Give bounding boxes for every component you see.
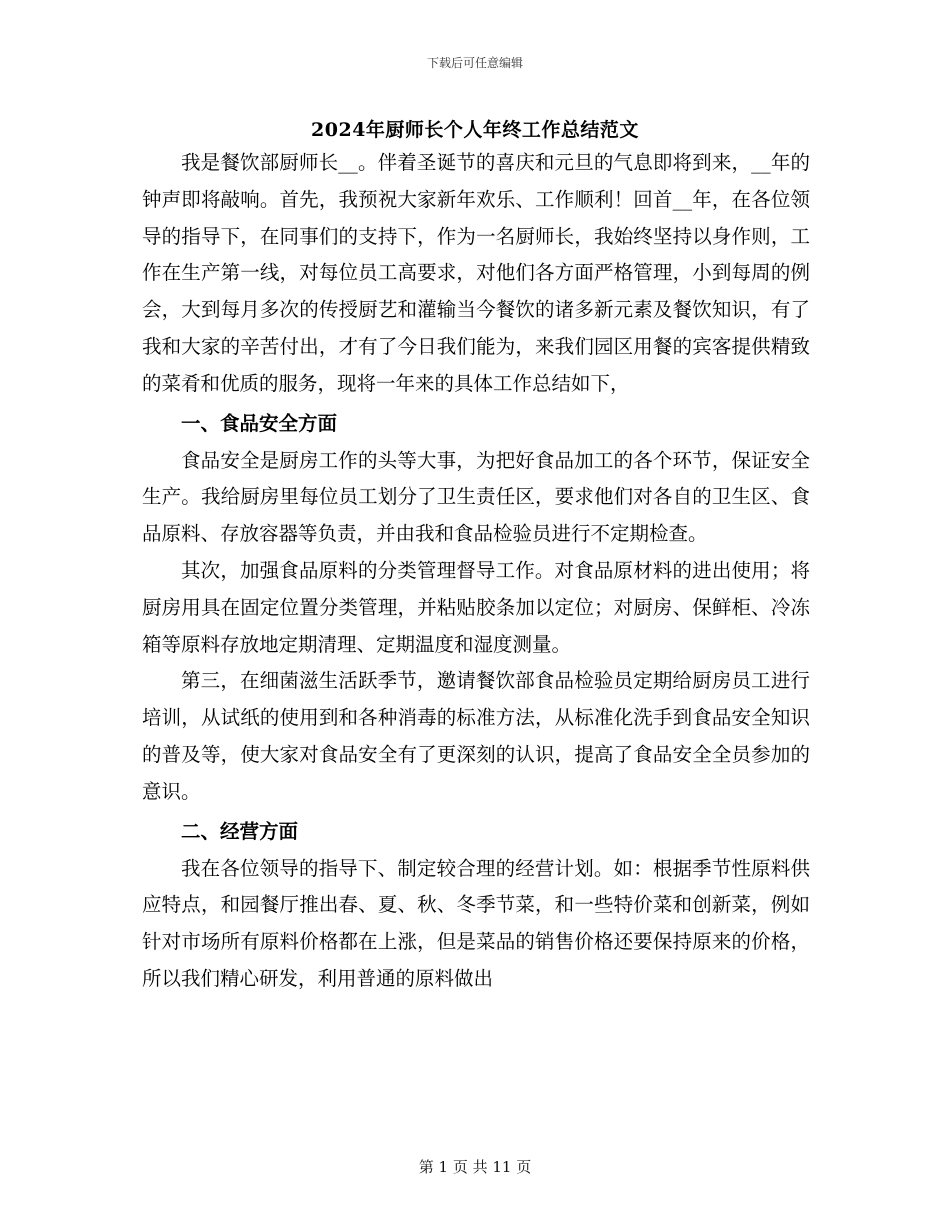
document-body bbox=[142, 145, 810, 998]
page-number-footer: 第 1 页 共 11 页 bbox=[418, 1158, 532, 1176]
body-paragraph: 我在各位领导的指导下、制定较合理的经营计划。如：根据季节性原料供应特点，和园餐厅推出春、夏、秋、冬季节菜，和一些特价菜和创新菜，例如针对市场所有原料价格都在上涨，但是菜品的销售价格还要保持原来的价格，所以我们精心研发，利用普通的原料做出 bbox=[142, 856, 810, 990]
page-header-note: 下载后可任意编辑 bbox=[426, 56, 523, 70]
section-heading-food-safety: 一、食品安全方面 bbox=[181, 411, 338, 435]
body-paragraph: 其次，加强食品原料的分类管理督导工作。对食品原材料的进出使用；将厨房用具在固定位置分类管理，并粘贴胶条加以定位；对厨房、保鲜柜、冷冻箱等原料存放地定期清理、定期温度和湿度测量。 bbox=[142, 558, 810, 656]
body-paragraph: 食品安全是厨房工作的头等大事，为把好食品加工的各个环节，保证安全生产。我给厨房里每位员工划分了卫生责任区，要求他们对各自的卫生区、食品原料、存放容器等负责，并由我和食品检验员进行不定期检查。 bbox=[142, 448, 810, 546]
section-heading-operations: 二、经营方面 bbox=[181, 819, 299, 843]
body-paragraph: 第三，在细菌滋生活跃季节，邀请餐饮部食品检验员定期给厨房员工进行培训，从试纸的使用到和各种消毒的标准方法，从标准化洗手到食品安全知识的普及等，使大家对食品安全有了更深刻的认识，提高了食品安全全员参加的意识。 bbox=[142, 669, 810, 803]
document-title: 2024年厨师长个人年终工作总结范文 bbox=[311, 119, 639, 141]
intro-paragraph: 我是餐饮部厨师长__。伴着圣诞节的喜庆和元旦的气息即将到来，__年的钟声即将敲响。首先，我预祝大家新年欢乐、工作顺利！回首__年，在各位领导的指导下，在同事们的支持下，作为一名厨师长，我始终坚持以身作则，工作在生产第一线，对每位员工高要求，对他们各方面严格管理，小到每周的例会，大到每月多次的传授厨艺和灌输当今餐饮的诸多新元素及餐饮知识，有了我和大家的辛苦付出，才有了今日我们能为，来我们园区用餐的宾客提供精致的菜肴和优质的服务，现将一年来的具体工作总结如下， bbox=[142, 151, 810, 395]
